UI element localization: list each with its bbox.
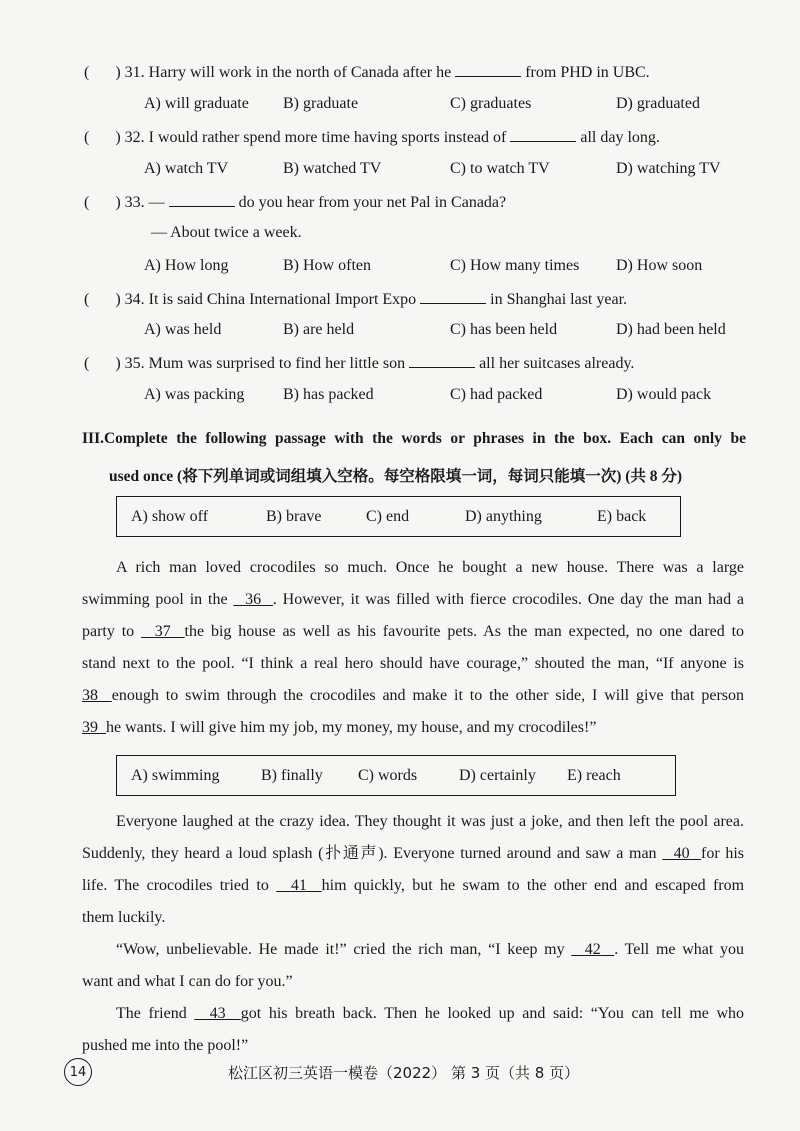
option-c[interactable]: C) to watch TV: [450, 160, 550, 177]
passage-part-1: A rich man loved crocodiles so much. Once he bought a new house. There was a large swimming pool in the 36 . However, it was filled with fierce crocodiles. One day the man had a party to 37 the big house as well as his favourite pets. As the man expected, no one dared to stand next to the pool. “I think a real hero should have courage,” shouted the man, “If anyone is 38 enough to swim through the crocodiles and make it to the other side, I will give that person 39 he wants. I will give him my job, my money, my house, and my crocodiles!”: [82, 559, 745, 736]
option-d[interactable]: D) graduated: [616, 95, 700, 112]
question-number: 35: [124, 355, 141, 372]
option-d[interactable]: D) had been held: [616, 321, 726, 338]
option-c[interactable]: C) has been held: [450, 321, 558, 338]
section-instructions: used once (将下列单词或词组填入空格。每空格限填一词，每词只能填一次) (共 8 分): [109, 468, 683, 485]
option-a[interactable]: A) was packing: [144, 386, 245, 403]
answer-blank[interactable]: [510, 127, 576, 142]
option-b[interactable]: B) graduate: [283, 95, 359, 112]
blank-38[interactable]: 38: [82, 687, 98, 704]
blank-36[interactable]: 36: [245, 591, 262, 608]
question-34: ( ) 34. It is said China International Import Expo in Shanghai last year.: [84, 291, 628, 308]
section-heading: III.Complete the following passage with the words or phrases in the box. Each can only be: [82, 430, 746, 447]
word-box-item: A) show off: [131, 507, 209, 525]
answer-blank[interactable]: [420, 289, 486, 304]
question-number: 31: [124, 64, 141, 81]
blank-42[interactable]: 42: [584, 941, 601, 958]
question-number: 34: [124, 291, 141, 308]
passage-part-2: Everyone laughed at the crazy idea. They thought it was just a joke, and then left the pool area. Suddenly, they heard a loud splash (扑通声). Everyone turned around and saw a man 40 for his life. The crocodiles tried to 41 him quickly, but he swam to the other end and escaped from them luckily. “Wow, unbelievable. He made it!” cried the rich man, “I keep my 42 . Tell me what you want and what I can do for you.” The friend 43 got his breath back. Then he looked up and said: “You can tell me who pushed me into the pool!”: [82, 813, 745, 1054]
answer-blank[interactable]: [169, 192, 235, 207]
word-box-item: E) back: [597, 507, 647, 525]
blank-43[interactable]: 43: [209, 1005, 226, 1022]
option-c[interactable]: C) graduates: [450, 95, 532, 112]
answer-blank[interactable]: [455, 62, 521, 77]
blank-39[interactable]: 39: [82, 719, 98, 736]
question-35: ( ) 35. Mum was surprised to find her little son all her suitcases already.: [84, 355, 635, 372]
question-number: 32: [124, 129, 141, 146]
word-box-1: [116, 496, 681, 537]
option-a[interactable]: A) watch TV: [144, 160, 229, 177]
question-32: ( ) 32. I would rather spend more time having sports instead of all day long.: [84, 129, 660, 146]
page-number-circle: 14: [64, 1058, 92, 1086]
word-box-item: E) reach: [567, 766, 621, 784]
word-box-item: B) brave: [266, 507, 322, 525]
question-31: ( ) 31. Harry will work in the north of Canada after he from PHD in UBC.: [84, 64, 650, 81]
option-b[interactable]: B) has packed: [283, 386, 374, 403]
word-box-item: B) finally: [261, 766, 323, 784]
option-b[interactable]: B) are held: [283, 321, 355, 338]
blank-41[interactable]: 41: [290, 877, 307, 894]
option-a[interactable]: A) will graduate: [144, 95, 249, 112]
option-c[interactable]: C) had packed: [450, 386, 543, 403]
word-box-item: D) anything: [465, 507, 542, 525]
blank-40[interactable]: 40: [673, 845, 690, 862]
option-d[interactable]: D) How soon: [616, 257, 703, 274]
word-box-2: [116, 755, 676, 796]
word-box-item: D) certainly: [459, 766, 536, 784]
option-a[interactable]: A) How long: [144, 257, 229, 274]
option-a[interactable]: A) was held: [144, 321, 222, 338]
option-b[interactable]: B) watched TV: [283, 160, 382, 177]
word-box-item: C) words: [358, 766, 418, 784]
answer-blank[interactable]: [409, 353, 475, 368]
dialogue-reply: — About twice a week.: [151, 224, 302, 241]
question-number: 33: [124, 194, 141, 211]
footer-text: 松江区初三英语一模卷（2022） 第 3 页（共 8 页）: [228, 1064, 580, 1082]
option-d[interactable]: D) watching TV: [616, 160, 721, 177]
option-d[interactable]: D) would pack: [616, 386, 712, 403]
option-b[interactable]: B) How often: [283, 257, 371, 274]
word-box-item: A) swimming: [131, 766, 220, 784]
word-box-item: C) end: [366, 507, 410, 525]
question-33: ( ) 33. — do you hear from your net Pal in Canada?: [84, 194, 507, 211]
blank-37[interactable]: 37: [154, 623, 171, 640]
option-c[interactable]: C) How many times: [450, 257, 580, 274]
